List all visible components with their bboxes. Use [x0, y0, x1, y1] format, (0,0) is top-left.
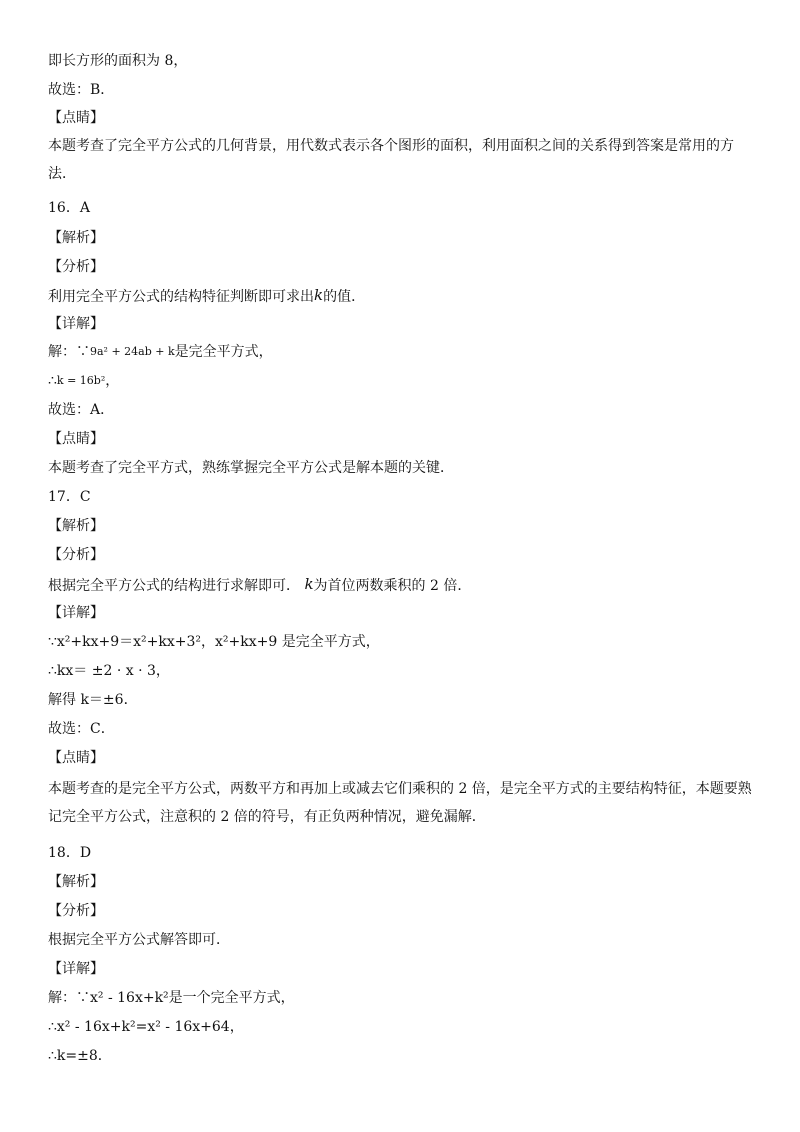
text-fragment: ， [105, 373, 120, 389]
question-number: 16．A [48, 200, 90, 216]
text-line [48, 285, 365, 305]
text-line [48, 371, 119, 391]
section-heading: 【解析】 [48, 518, 104, 534]
text-fragment: 根据完全平方公式的结构进行求解即可． [48, 578, 300, 594]
question-number: 18．D [48, 845, 92, 861]
text-fragment: 是完全平方式， [174, 344, 273, 360]
section-heading: 【详解】 [48, 961, 104, 977]
text-line: 故选：C． [48, 721, 115, 737]
text-line: 即长方形的面积为 8， [48, 53, 188, 69]
text-fragment: 解：∵ [48, 344, 90, 360]
text-line: ∴x² - 16x+k²=x² - 16x+64， [48, 1019, 244, 1035]
text-line [48, 342, 273, 362]
section-heading: 【点睛】 [48, 431, 104, 447]
paragraph: 本题考查了完全平方公式的几何背景，用代数式表示各个图形的面积，利用面积之间的关系得到答案是常用的方法． [48, 138, 734, 182]
section-heading: 【点睛】 [48, 110, 104, 126]
text-line: 故选：B． [48, 82, 115, 98]
section-heading: 【详解】 [48, 605, 104, 621]
section-heading: 【分析】 [48, 259, 104, 275]
text-line: ∴k=±8． [48, 1048, 112, 1064]
text-fragment: 的值． [323, 289, 366, 305]
text-fragment: 利用完全平方公式的结构特征判断即可求出 [48, 289, 314, 305]
question-number: 17．C [48, 489, 91, 505]
math-expression: 9a² + 24ab + k [90, 345, 175, 358]
section-heading: 【详解】 [48, 316, 104, 332]
text-line: 解：∵x² - 16x+k²是一个完全平方式， [48, 990, 295, 1006]
text-line: ∴kx＝ ±2 · x · 3， [48, 663, 170, 679]
paragraph: 本题考查的是完全平方公式，两数平方和再加上或减去它们乘积的 2 倍，是完全平方式的主要结构特征，本题要熟记完全平方公式，注意积的 2 倍的符号，有正负两种情况，避免漏解． [48, 781, 752, 825]
math-variable: k [304, 575, 314, 593]
text-line: 本题考查了完全平方式，熟练掌握完全平方公式是解本题的关键． [48, 460, 454, 476]
text-line: ∵x²+kx+9＝x²+kx+3²，x²+kx+9 是完全平方式， [48, 634, 380, 650]
math-variable: k [314, 286, 324, 304]
text-fragment: 为首位两数乘积的 2 倍． [313, 578, 472, 594]
section-heading: 【分析】 [48, 903, 104, 919]
math-expression: k = 16b² [56, 374, 106, 387]
text-line [48, 574, 471, 594]
section-heading: 【解析】 [48, 874, 104, 890]
text-line: 解得 k＝±6． [48, 692, 138, 708]
section-heading: 【点睛】 [48, 750, 104, 766]
text-line: 故选：A． [48, 402, 115, 418]
section-heading: 【分析】 [48, 547, 104, 563]
text-line: 根据完全平方公式解答即可． [48, 932, 230, 948]
text-fragment: ∴ [48, 373, 57, 389]
section-heading: 【解析】 [48, 230, 104, 246]
